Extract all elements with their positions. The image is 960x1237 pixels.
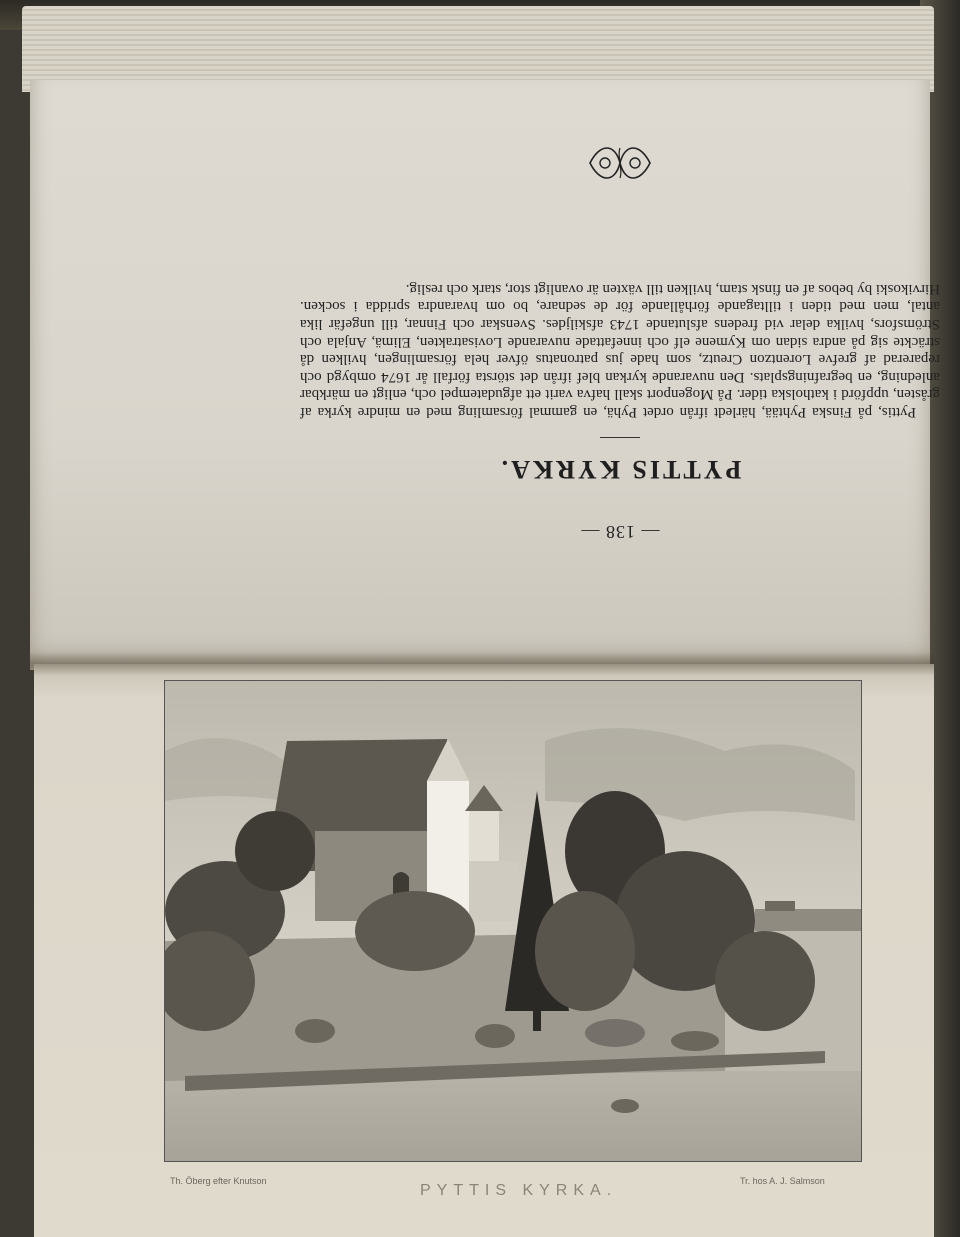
body-text [300, 279, 940, 420]
illustrator-caption: Th. Öberg efter Knutson [170, 1176, 267, 1186]
page-title: PYTTIS KYRKA. [498, 455, 742, 484]
book-gutter [30, 652, 934, 676]
church-illustration [164, 680, 862, 1162]
paragraph: Pyttis, på Finska Pyhtää, härledt ifrån ordet Pyhä, en gammal församling med en mindre kyrka af gråsten, uppförd i katholska tider. På Mogenport skall hafva varit ett afgudatempel och, enligt en märkbar anledning, en begrafningsplats. Den nuvarande kyrkan blef ifrån det största förfall år 1674 ombygd och reparerad af grefve Lorentzon Creutz, som hade jus patronatus öfver hela församlingen, hvilken då sträckte sig på andra sidan om Kymene elf och innefattade nuvarande Lovisatrakten, Elimä, Anjala och Strömsfors, hvilka delar vid fredens afslutande 1743 afskiljdes. Svenskar och Finnar, till ungefär lika antal, men med tiden i tilltagande förhållande för de sednare, bo om hvarandra spridda i socken. Hirvikoski by bebos af en finsk stam, hvilken till växten är ovanligt stor, stark och reslig. [300, 280, 940, 420]
landscape-drawing [165, 681, 861, 1161]
page-number: — 138 — [580, 522, 660, 542]
title-rule [600, 437, 640, 438]
printer-caption: Tr. hos A. J. Salmson [740, 1176, 825, 1186]
plate-title: PYTTIS KYRKA. [420, 1182, 618, 1199]
ornament-icon [585, 138, 655, 188]
rotated-text-block [300, 220, 940, 550]
